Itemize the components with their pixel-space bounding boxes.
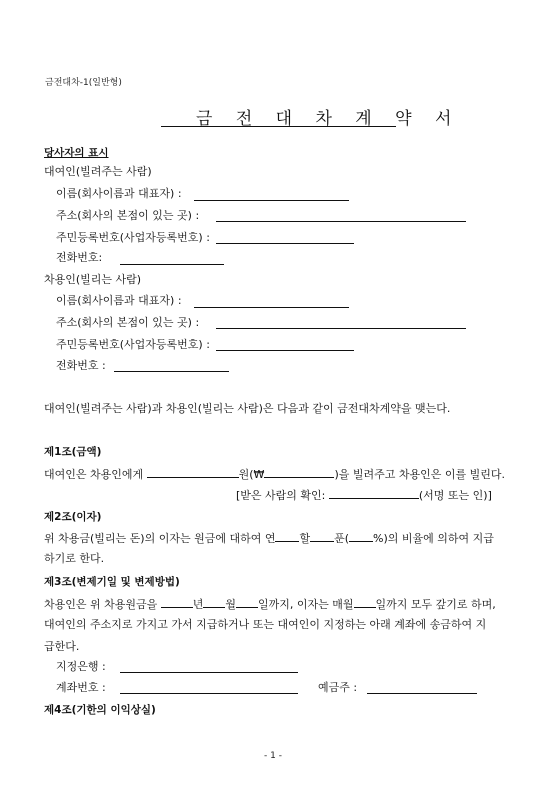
borrower-id-field[interactable]	[216, 350, 354, 351]
repay-month-field[interactable]	[203, 596, 225, 608]
article-2-heading: 제2조(이자)	[44, 511, 102, 523]
borrower-name-field[interactable]	[194, 307, 349, 308]
loan-amount-korean-field[interactable]	[147, 466, 239, 478]
borrower-label: 차용인(빌리는 사람)	[44, 273, 142, 286]
lender-name-field[interactable]	[194, 200, 349, 201]
interest-rate-percent-field[interactable]	[349, 530, 373, 542]
article-2-line-1	[44, 530, 494, 546]
article-1-text	[44, 466, 505, 482]
article-3-text-e: 일까지 모두 갚기로 하며,	[375, 598, 496, 611]
document-title: 금 전 대 차 계 약 서	[196, 109, 461, 129]
article-1-text-c: )을 빌려주고 차용인은 이를 빌린다.	[334, 468, 505, 481]
article-1-text-a: 대여인은 차용인에게	[44, 468, 144, 481]
receipt-confirmation	[236, 487, 492, 503]
lender-id-field[interactable]	[216, 243, 354, 244]
interest-rate-pun-field[interactable]	[310, 530, 334, 542]
intro-text: 대여인(빌려주는 사람)과 차용인(빌리는 사람)은 다음과 같이 금전대차계약을 맺는다.	[44, 402, 451, 415]
article-3-line-2: 대여인의 주소지로 가지고 가서 지급하거나 또는 대여인이 지정하는 아래 계좌에 송금하여 지	[44, 618, 487, 631]
article-3-text-d: 일까지, 이자는 매월	[258, 598, 354, 611]
article-2-text-b: 할	[299, 532, 311, 545]
article-3-text-a: 차용인은 위 차용원금을	[44, 598, 158, 611]
borrower-address-field[interactable]	[216, 328, 466, 329]
account-holder-label: 예금주 :	[318, 681, 358, 694]
borrower-address-label: 주소(회사의 본점이 있는 곳) :	[56, 316, 200, 329]
article-2-text-c: 푼(	[334, 532, 350, 545]
repay-year-field[interactable]	[161, 596, 193, 608]
interest-day-field[interactable]	[354, 596, 376, 608]
form-code: 금전대차-1(일반형)	[45, 78, 122, 88]
article-3-line-1	[44, 596, 496, 612]
receipt-signature-field[interactable]	[329, 487, 419, 499]
page-number: - 1 -	[264, 751, 282, 761]
loan-amount-numeric-field[interactable]	[264, 466, 334, 478]
bank-label: 지정은행 :	[56, 660, 106, 673]
article-2-line-2: 하기로 한다.	[44, 552, 105, 565]
article-1-heading: 제1조(금액)	[44, 446, 102, 458]
article-1-text-b: 원(₩	[238, 468, 265, 481]
lender-address-label: 주소(회사의 본점이 있는 곳) :	[56, 209, 200, 222]
account-field[interactable]	[120, 693, 298, 694]
bank-field[interactable]	[120, 672, 298, 673]
article-3-heading: 제3조(변제기일 및 변제방법)	[44, 576, 180, 588]
article-3-text-c: 월	[225, 598, 237, 611]
lender-phone-field[interactable]	[120, 264, 224, 265]
article-2-text-a: 위 차용금(빌리는 돈)의 이자는 원금에 대하여 연	[44, 532, 276, 545]
borrower-name-label: 이름(회사이름과 대표자) :	[56, 294, 182, 307]
parties-heading: 당사자의 표시	[44, 147, 109, 159]
interest-rate-hal-field[interactable]	[275, 530, 299, 542]
receipt-confirm-b: (서명 또는 인)]	[418, 489, 492, 502]
account-holder-field[interactable]	[367, 693, 477, 694]
article-3-line-3: 급한다.	[44, 640, 80, 653]
lender-phone-label: 전화번호:	[56, 251, 103, 264]
article-4-heading: 제4조(기한의 이익상실)	[44, 704, 156, 716]
borrower-phone-field[interactable]	[114, 371, 229, 372]
repay-day-field[interactable]	[236, 596, 258, 608]
article-2-text-d: %)의 비율에 의하여 지급	[373, 532, 494, 545]
lender-label: 대여인(빌려주는 사람)	[44, 165, 152, 178]
receipt-confirm-a: [받은 사람의 확인:	[236, 489, 326, 502]
lender-address-field[interactable]	[216, 221, 466, 222]
title-underline	[161, 126, 396, 127]
borrower-id-label: 주민등록번호(사업자등록번호) :	[56, 338, 210, 351]
article-3-text-b: 년	[192, 598, 204, 611]
account-label: 계좌번호 :	[56, 681, 106, 694]
lender-id-label: 주민등록번호(사업자등록번호) :	[56, 231, 210, 244]
borrower-phone-label: 전화번호 :	[56, 359, 106, 372]
lender-name-label: 이름(회사이름과 대표자) :	[56, 187, 182, 200]
